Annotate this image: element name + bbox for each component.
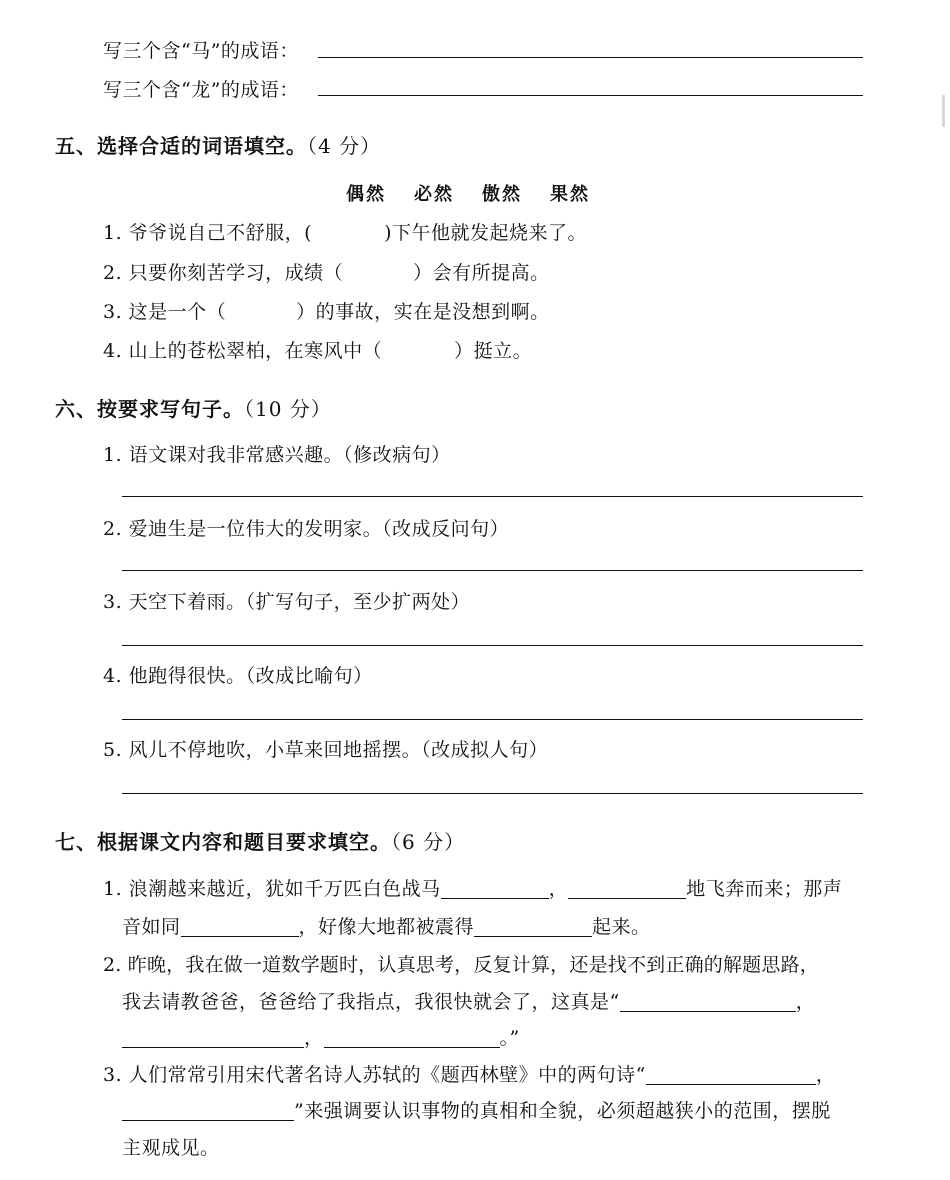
section6-title: 六、按要求写句子。 [55,397,244,421]
section6-answer-line-2[interactable] [122,570,863,571]
q1-blank-1[interactable] [441,878,549,899]
q1-line1-text-c: 地飞奔而来；那声 [686,878,843,900]
section5-heading [55,130,381,159]
section6-item-3: 3. 天空下着雨。（扩写句子，至少扩两处） [103,591,471,613]
section6-item-2: 2. 爱迪生是一位伟大的发明家。（改成反问句） [103,518,510,540]
section7-heading [55,826,465,855]
q2-line2-text-a: 我去请教爸爸，爸爸给了我指点，我很快就会了，这真是“ [122,991,620,1013]
scan-edge-mark [942,95,945,127]
section6-answer-line-3[interactable] [122,645,863,646]
word-bank-item: 果然 [550,184,590,205]
section5-question-4 [103,336,532,363]
section6-item-5: 5. 风儿不停地吹，小草来回地摇摆。（改成拟人句） [103,739,549,761]
q3-line2-text: ”来强调要认识事物的真相和全貌，必须超越狭小的范围，摆脱 [294,1100,831,1122]
word-bank [332,180,604,206]
q1-blank-3[interactable] [181,916,299,937]
section5-question-3 [103,297,550,324]
q2-text-after: ）会有所提高。 [413,262,550,284]
word-bank-item: 傲然 [482,184,522,205]
section6-answer-line-1[interactable] [122,496,863,497]
section7-q2-line2 [122,987,815,1014]
q2-text-before: 2. 只要你刻苦学习，成绩（ [103,262,344,284]
section7-q1-line1 [103,874,842,901]
section6-heading [55,393,332,422]
section6-answer-line-4[interactable] [122,719,863,720]
section6-answer-line-5[interactable] [122,793,863,794]
dragon-idiom-prompt: 写三个含“龙”的成语： [103,79,299,101]
q4-text-before: 4. 山上的苍松翠柏，在寒风中（ [103,340,383,362]
q1-line2-text-a: 音如同 [122,916,181,938]
section7-q2-line1: 2. 昨晚，我在做一道数学题时，认真思考，反复计算，还是找不到正确的解题思路， [103,954,819,976]
q1-line1-comma: ， [548,878,569,900]
section7-q3-line2 [122,1096,831,1123]
q4-text-after: ）挺立。 [454,340,533,362]
section7-q3-line3: 主观成见。 [122,1137,220,1159]
q3-line1-comma: ， [815,1064,836,1086]
q2-line2-comma: ， [795,991,816,1013]
q1-text-after: )下午他就发起烧来了。 [384,222,588,244]
section5-question-2 [103,258,550,285]
q3-blank-2[interactable] [122,1100,294,1121]
q1-blank-4[interactable] [474,916,592,937]
section7-score: （6 分） [391,830,466,854]
q1-line2-text-c: 起来。 [592,916,651,938]
q3-blank-1[interactable] [646,1064,816,1085]
section5-score: （4 分） [307,134,382,158]
section6-item-1: 1. 语文课对我非常感兴趣。（修改病句） [103,444,451,466]
section7-q3-line1 [103,1060,835,1087]
q1-blank-2[interactable] [568,878,686,899]
q2-line3-end: 。” [499,1027,520,1049]
section6-item-4: 4. 他跑得很快。（改成比喻句） [103,665,373,687]
q2-blank-3[interactable] [324,1027,500,1048]
q2-blank-1[interactable] [620,991,796,1012]
word-bank-item: 必然 [414,184,454,205]
q3-line1-text-a: 3. 人们常常引用宋代著名诗人苏轼的《题西林壁》中的两句诗“ [103,1064,646,1086]
word-bank-item: 偶然 [346,184,386,205]
q2-blank-2[interactable] [122,1027,304,1048]
section6-score: （10 分） [244,397,332,421]
q3-text-after: ）的事故，实在是没想到啊。 [296,301,550,323]
q1-line2-text-b: ，好像大地都被震得 [298,916,475,938]
q1-text-before: 1. 爷爷说自己不舒服，( [103,222,313,244]
section5-question-1 [103,218,587,245]
q1-line1-text-a: 1. 浪潮越来越近，犹如千万匹白色战马 [103,878,441,900]
section5-title: 五、选择合适的词语填空。 [55,134,307,158]
horse-idiom-prompt: 写三个含“马”的成语： [103,40,299,62]
q3-text-before: 3. 这是一个（ [103,301,227,323]
section7-q2-line3 [122,1023,520,1050]
horse-idiom-answer-line[interactable] [318,57,863,58]
dragon-idiom-answer-line[interactable] [318,95,863,96]
section7-q1-line2 [122,912,651,939]
q2-line3-comma: ， [304,1027,324,1049]
section7-title: 七、根据课文内容和题目要求填空。 [55,830,391,854]
